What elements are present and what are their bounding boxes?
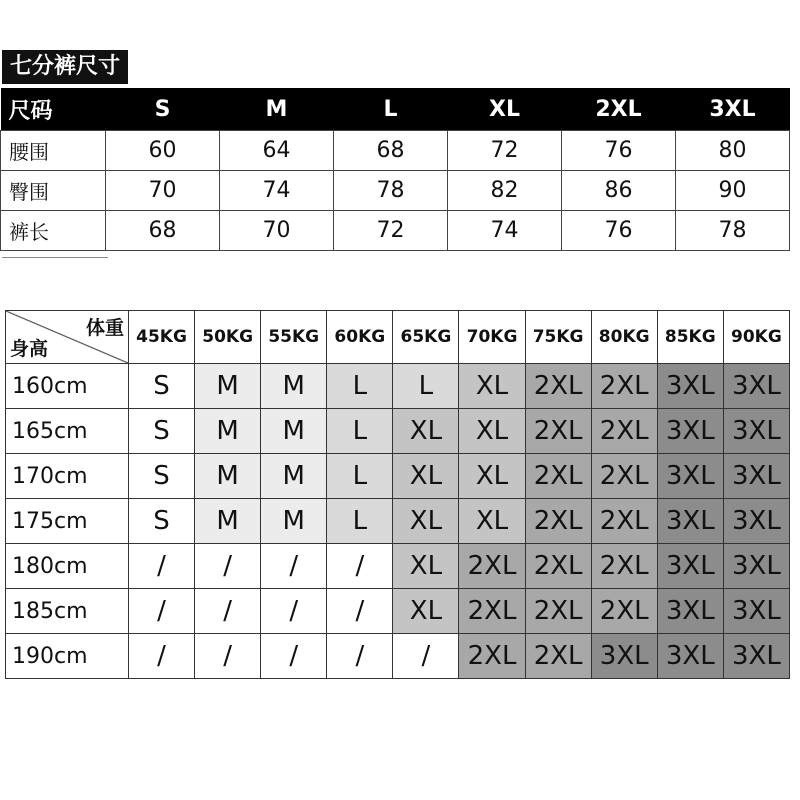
measurement-row bbox=[1, 171, 790, 211]
measurement-value: 76 bbox=[562, 211, 676, 251]
height-row bbox=[6, 499, 790, 544]
recommended-size-cell: / bbox=[129, 544, 195, 589]
recommended-size-cell: 2XL bbox=[591, 499, 657, 544]
recommended-size-cell: 3XL bbox=[723, 499, 789, 544]
size-chart-title: 七分裤尺寸 bbox=[2, 50, 128, 84]
weight-header-cell: 65KG bbox=[393, 311, 459, 364]
height-row bbox=[6, 634, 790, 679]
recommended-size-cell: 2XL bbox=[591, 544, 657, 589]
recommended-size-cell: S bbox=[129, 409, 195, 454]
recommended-size-cell: L bbox=[327, 364, 393, 409]
recommended-size-cell: 2XL bbox=[459, 544, 525, 589]
measurement-label: 裤长 bbox=[1, 211, 106, 251]
measurement-label: 臀围 bbox=[1, 171, 106, 211]
recommended-size-cell: / bbox=[261, 544, 327, 589]
recommended-size-cell: M bbox=[195, 409, 261, 454]
measurement-value: 78 bbox=[676, 211, 790, 251]
height-label: 165cm bbox=[6, 409, 129, 454]
recommended-size-cell: 2XL bbox=[525, 454, 591, 499]
recommended-size-cell: XL bbox=[393, 589, 459, 634]
recommended-size-cell: 3XL bbox=[657, 634, 723, 679]
height-label: 175cm bbox=[6, 499, 129, 544]
recommended-size-cell: / bbox=[261, 634, 327, 679]
recommended-size-cell: XL bbox=[459, 364, 525, 409]
measurement-value: 76 bbox=[562, 131, 676, 171]
recommended-size-cell: 3XL bbox=[723, 634, 789, 679]
recommended-size-cell: / bbox=[261, 589, 327, 634]
weight-header-cell: 60KG bbox=[327, 311, 393, 364]
recommended-size-cell: / bbox=[195, 544, 261, 589]
corner-header-cell bbox=[6, 311, 129, 364]
height-axis-label: 身高 bbox=[10, 338, 49, 360]
recommended-size-cell: 3XL bbox=[657, 454, 723, 499]
recommended-size-cell: 2XL bbox=[525, 499, 591, 544]
height-row bbox=[6, 589, 790, 634]
recommended-size-cell: / bbox=[393, 634, 459, 679]
recommended-size-cell: / bbox=[195, 634, 261, 679]
weight-header-cell: 50KG bbox=[195, 311, 261, 364]
recommended-size-cell: 2XL bbox=[591, 364, 657, 409]
weight-header-cell: 75KG bbox=[525, 311, 591, 364]
recommended-size-cell: XL bbox=[459, 499, 525, 544]
height-row bbox=[6, 544, 790, 589]
measurement-value: 78 bbox=[334, 171, 448, 211]
recommended-size-cell: 3XL bbox=[591, 634, 657, 679]
measurement-value: 60 bbox=[106, 131, 220, 171]
recommended-size-cell: S bbox=[129, 499, 195, 544]
recommended-size-cell: 3XL bbox=[723, 364, 789, 409]
recommended-size-cell: 3XL bbox=[657, 499, 723, 544]
recommended-size-cell: S bbox=[129, 364, 195, 409]
size-header-label: 尺码 bbox=[1, 88, 106, 131]
recommended-size-cell: 3XL bbox=[657, 544, 723, 589]
recommended-size-cell: M bbox=[195, 364, 261, 409]
recommended-size-cell: 2XL bbox=[525, 589, 591, 634]
size-header-cell: 2XL bbox=[562, 88, 676, 131]
size-header-cell: 3XL bbox=[676, 88, 790, 131]
measurement-value: 82 bbox=[448, 171, 562, 211]
height-label: 185cm bbox=[6, 589, 129, 634]
recommended-size-cell: 2XL bbox=[459, 589, 525, 634]
recommended-size-cell: M bbox=[195, 499, 261, 544]
measurement-value: 80 bbox=[676, 131, 790, 171]
recommended-size-cell: XL bbox=[393, 499, 459, 544]
height-label: 190cm bbox=[6, 634, 129, 679]
recommended-size-cell: 2XL bbox=[591, 589, 657, 634]
measurement-value: 68 bbox=[334, 131, 448, 171]
measurement-value: 74 bbox=[448, 211, 562, 251]
recommended-size-cell: / bbox=[327, 544, 393, 589]
recommended-size-cell: M bbox=[261, 364, 327, 409]
recommended-size-cell: M bbox=[261, 409, 327, 454]
recommended-size-cell: / bbox=[327, 634, 393, 679]
weight-axis-label: 体重 bbox=[85, 317, 124, 339]
divider-line bbox=[2, 257, 108, 258]
weight-header-row bbox=[6, 311, 790, 364]
measurement-value: 72 bbox=[448, 131, 562, 171]
recommended-size-cell: 2XL bbox=[459, 634, 525, 679]
recommended-size-cell: / bbox=[327, 589, 393, 634]
weight-header-cell: 70KG bbox=[459, 311, 525, 364]
height-weight-fit-table bbox=[5, 310, 790, 679]
height-label: 160cm bbox=[6, 364, 129, 409]
height-row bbox=[6, 454, 790, 499]
recommended-size-cell: L bbox=[327, 409, 393, 454]
recommended-size-cell: S bbox=[129, 454, 195, 499]
height-label: 170cm bbox=[6, 454, 129, 499]
weight-header-cell: 45KG bbox=[129, 311, 195, 364]
height-row bbox=[6, 409, 790, 454]
recommended-size-cell: XL bbox=[393, 544, 459, 589]
recommended-size-cell: 3XL bbox=[723, 409, 789, 454]
measurement-value: 72 bbox=[334, 211, 448, 251]
height-row bbox=[6, 364, 790, 409]
measurement-value: 74 bbox=[220, 171, 334, 211]
measurement-value: 64 bbox=[220, 131, 334, 171]
recommended-size-cell: 3XL bbox=[657, 409, 723, 454]
weight-header-cell: 55KG bbox=[261, 311, 327, 364]
recommended-size-cell: 2XL bbox=[591, 409, 657, 454]
recommended-size-cell: M bbox=[261, 499, 327, 544]
recommended-size-cell: 2XL bbox=[525, 634, 591, 679]
measurement-label: 腰围 bbox=[1, 131, 106, 171]
size-header-cell: XL bbox=[448, 88, 562, 131]
measurement-value: 90 bbox=[676, 171, 790, 211]
size-header-cell: L bbox=[334, 88, 448, 131]
recommended-size-cell: / bbox=[129, 634, 195, 679]
recommended-size-cell: XL bbox=[393, 409, 459, 454]
measurement-value: 70 bbox=[106, 171, 220, 211]
size-header-cell: S bbox=[106, 88, 220, 131]
size-measurement-table bbox=[0, 88, 790, 251]
recommended-size-cell: 3XL bbox=[723, 589, 789, 634]
recommended-size-cell: 2XL bbox=[525, 409, 591, 454]
recommended-size-cell: L bbox=[327, 454, 393, 499]
size-header-cell: M bbox=[220, 88, 334, 131]
recommended-size-cell: M bbox=[195, 454, 261, 499]
recommended-size-cell: 2XL bbox=[525, 364, 591, 409]
recommended-size-cell: 2XL bbox=[525, 544, 591, 589]
measurement-row bbox=[1, 211, 790, 251]
recommended-size-cell: 3XL bbox=[723, 454, 789, 499]
weight-header-cell: 85KG bbox=[657, 311, 723, 364]
recommended-size-cell: / bbox=[129, 589, 195, 634]
recommended-size-cell: XL bbox=[459, 454, 525, 499]
recommended-size-cell: 3XL bbox=[657, 364, 723, 409]
recommended-size-cell: 2XL bbox=[591, 454, 657, 499]
measurement-value: 70 bbox=[220, 211, 334, 251]
recommended-size-cell: 3XL bbox=[723, 544, 789, 589]
recommended-size-cell: L bbox=[393, 364, 459, 409]
weight-header-cell: 90KG bbox=[723, 311, 789, 364]
size-header-row bbox=[1, 88, 790, 131]
height-label: 180cm bbox=[6, 544, 129, 589]
measurement-value: 86 bbox=[562, 171, 676, 211]
recommended-size-cell: L bbox=[327, 499, 393, 544]
measurement-row bbox=[1, 131, 790, 171]
recommended-size-cell: M bbox=[261, 454, 327, 499]
recommended-size-cell: XL bbox=[459, 409, 525, 454]
weight-header-cell: 80KG bbox=[591, 311, 657, 364]
measurement-value: 68 bbox=[106, 211, 220, 251]
recommended-size-cell: / bbox=[195, 589, 261, 634]
recommended-size-cell: XL bbox=[393, 454, 459, 499]
recommended-size-cell: 3XL bbox=[657, 589, 723, 634]
